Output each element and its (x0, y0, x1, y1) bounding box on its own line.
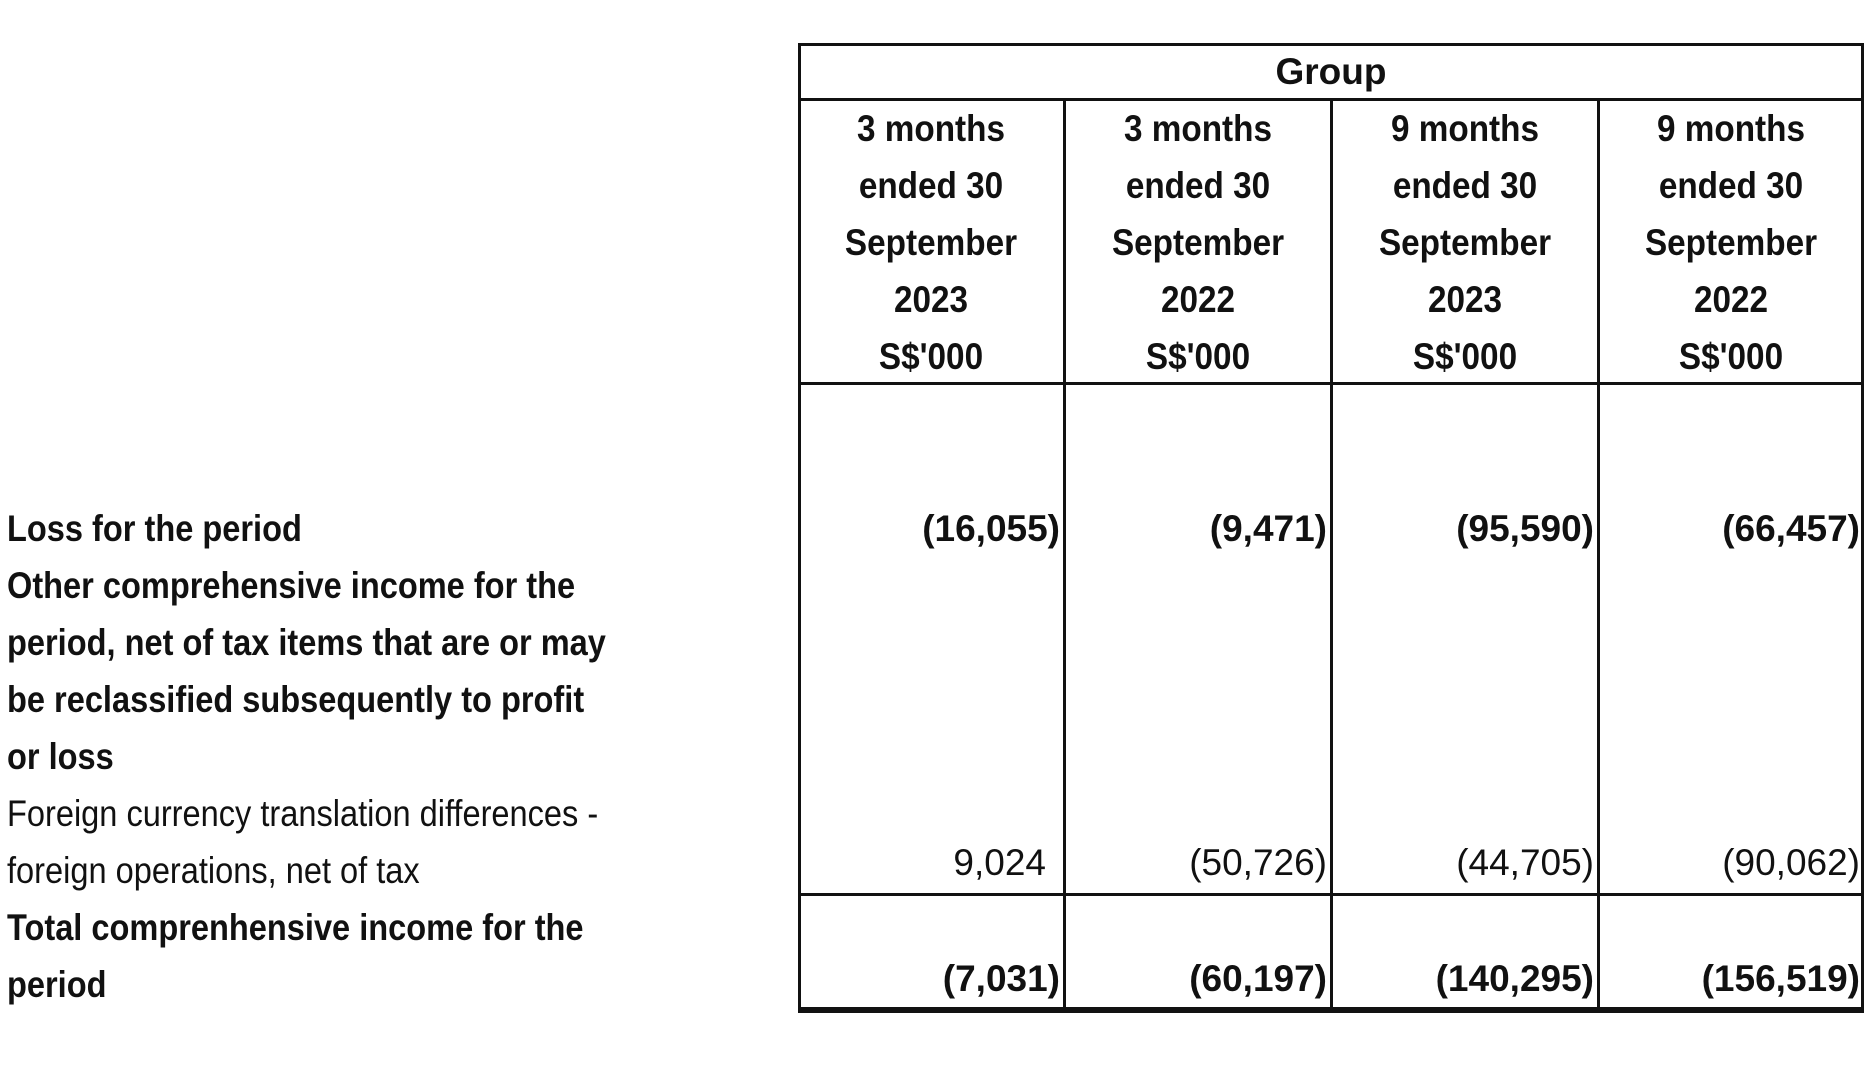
column-header-2-line-1: 3 months (1123, 108, 1273, 149)
column-header-4-line-1: 9 months (1656, 108, 1806, 149)
fx-value-q3-2023: 9,024 (953, 842, 1046, 883)
fx-value-q3-2022: (50,726) (1189, 842, 1327, 883)
oci-heading-line-3: be reclassified subsequently to profit (7, 679, 585, 720)
column-header-1-line-3: September (844, 222, 1018, 263)
column-header-1 (798, 100, 1064, 385)
column-header-4-line-3: September (1644, 222, 1818, 263)
fx-value-9m-2022: (90,062) (1722, 842, 1860, 883)
total-value-9m-2022: (156,519) (1701, 958, 1860, 999)
column-header-1-line-1: 3 months (856, 108, 1006, 149)
oci-heading-line-1: Other comprehensive income for the (7, 565, 576, 606)
column-header-3-line-4: 2023 (1427, 279, 1503, 320)
column-header-2-unit: S$'000 (1145, 336, 1251, 377)
column-header-3 (1332, 100, 1598, 385)
fx-label-line-1: Foreign currency translation differences - (7, 793, 599, 834)
loss-value-q3-2022: (9,471) (1209, 508, 1327, 549)
total-value-q3-2023: (7,031) (942, 958, 1060, 999)
total-value-q3-2022: (60,197) (1189, 958, 1327, 999)
column-header-3-line-3: September (1378, 222, 1552, 263)
column-header-4-line-2: ended 30 (1658, 165, 1804, 206)
loss-value-9m-2022: (66,457) (1722, 508, 1860, 549)
double-underline (798, 1010, 1864, 1013)
loss-label: Loss for the period (7, 508, 302, 549)
group-header: Group (1275, 51, 1387, 92)
column-header-1-unit: S$'000 (878, 336, 984, 377)
column-header-4-unit: S$'000 (1678, 336, 1784, 377)
column-header-4 (1598, 100, 1864, 385)
total-label-line-1: Total comprenhensive income for the (7, 907, 584, 948)
oci-heading-line-4: or loss (7, 736, 114, 777)
loss-value-9m-2023: (95,590) (1456, 508, 1594, 549)
column-header-1-line-2: ended 30 (858, 165, 1004, 206)
column-header-3-line-1: 9 months (1390, 108, 1540, 149)
column-header-4-line-4: 2022 (1693, 279, 1769, 320)
total-label-line-2: period (7, 964, 107, 1005)
column-header-2-line-3: September (1111, 222, 1285, 263)
column-header-3-unit: S$'000 (1412, 336, 1518, 377)
oci-heading-line-2: period, net of tax items that are or may (7, 622, 606, 663)
column-header-2-line-2: ended 30 (1125, 165, 1271, 206)
total-value-9m-2023: (140,295) (1435, 958, 1594, 999)
column-header-2-line-4: 2022 (1160, 279, 1236, 320)
fx-label-line-2: foreign operations, net of tax (7, 850, 420, 891)
column-header-2 (1065, 100, 1331, 385)
column-header-1-line-4: 2023 (893, 279, 969, 320)
column-header-3-line-2: ended 30 (1392, 165, 1538, 206)
fx-value-9m-2023: (44,705) (1456, 842, 1594, 883)
loss-value-q3-2023: (16,055) (922, 508, 1060, 549)
